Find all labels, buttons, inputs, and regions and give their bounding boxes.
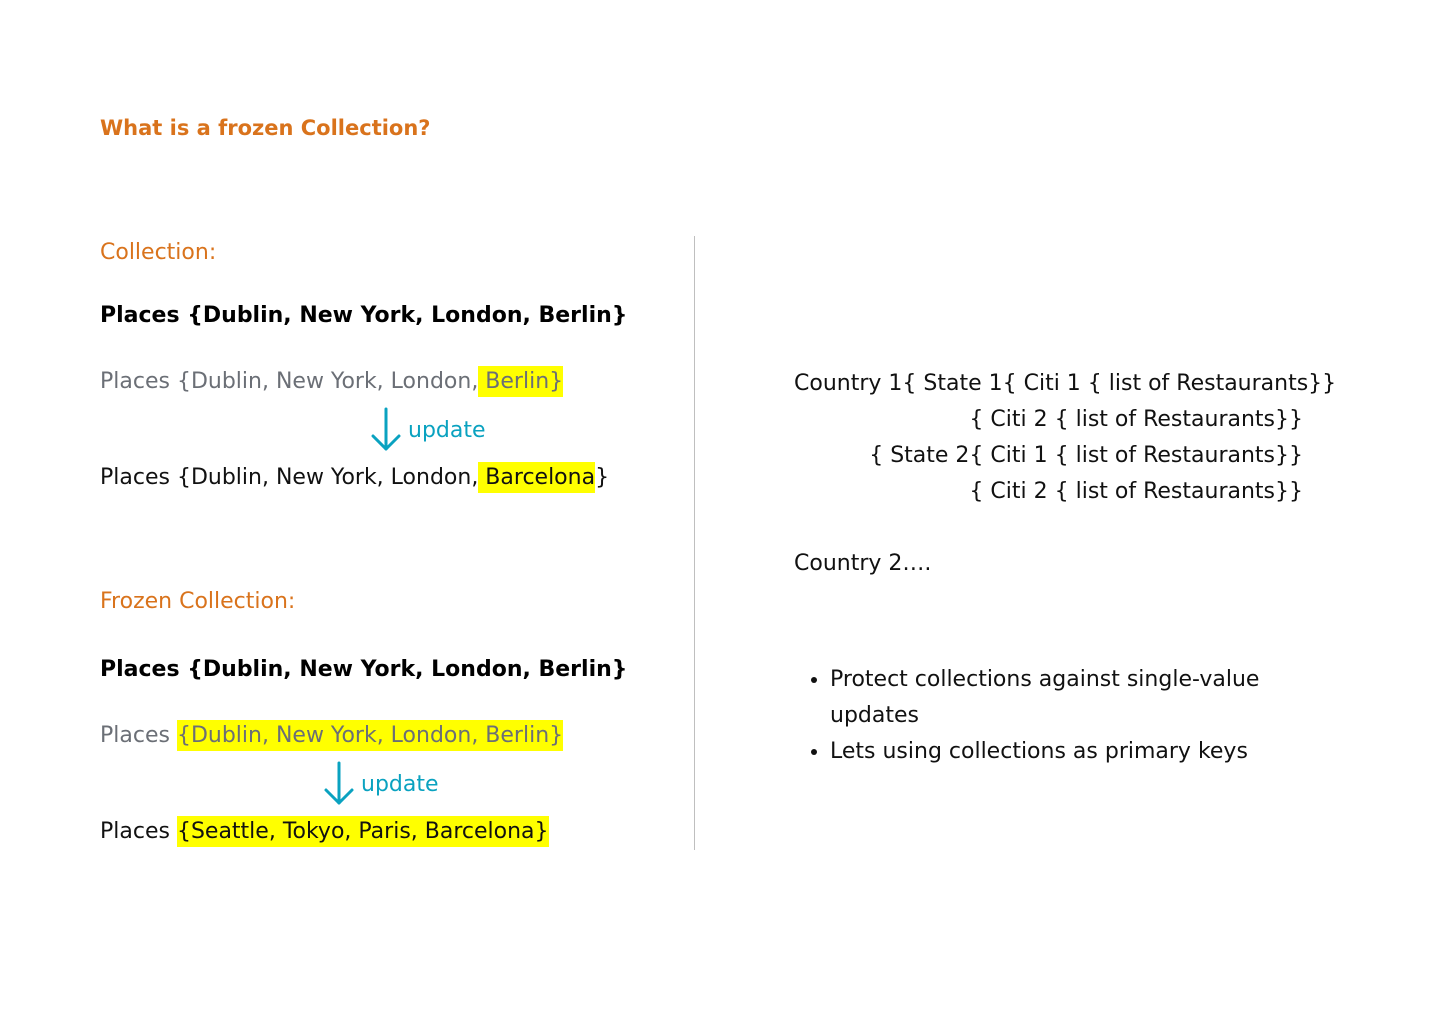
frozen-update (323, 760, 439, 808)
list-item: • Protect collections against single-value updates (830, 662, 1330, 734)
frozen-before (100, 720, 563, 752)
vertical-divider (694, 236, 695, 850)
collection-update (370, 406, 486, 454)
arrow-down-icon (323, 760, 355, 808)
frozen-before-highlight: {Dublin, New York, London, Berlin} (177, 720, 563, 751)
collection-before (100, 366, 563, 398)
tree-line-1: Country 1{ State 1{ Citi 1 { list of Restaurants}} (794, 371, 1337, 396)
frozen-after (100, 816, 549, 848)
collection-update-label: update (408, 417, 486, 443)
collection-before-highlight: Berlin} (478, 366, 563, 397)
frozen-heading: Frozen Collection: (100, 589, 296, 614)
collection-before-prefix: Places {Dublin, New York, London, (100, 369, 479, 394)
collection-original: Places {Dublin, New York, London, Berlin} (100, 303, 628, 328)
arrow-down-icon (370, 406, 402, 454)
page-title: What is a frozen Collection? (100, 116, 431, 140)
benefits-list (794, 662, 1330, 770)
frozen-after-highlight: {Seattle, Tokyo, Paris, Barcelona} (177, 816, 549, 847)
collection-after-prefix: Places {Dublin, New York, London, (100, 465, 479, 490)
tree-line-4: { Citi 2 { list of Restaurants}} (969, 479, 1303, 504)
frozen-original: Places {Dublin, New York, London, Berlin} (100, 657, 628, 682)
tree-country-2: Country 2…. (794, 551, 932, 576)
collection-after-suffix: } (595, 465, 610, 490)
collection-heading: Collection: (100, 240, 217, 265)
frozen-before-prefix: Places (100, 723, 177, 748)
list-item: • Lets using collections as primary keys (830, 734, 1330, 770)
frozen-after-prefix: Places (100, 819, 177, 844)
tree-line-3: { State 2{ Citi 1 { list of Restaurants}} (869, 443, 1303, 468)
collection-after-highlight: Barcelona (478, 462, 595, 493)
tree-line-2: { Citi 2 { list of Restaurants}} (969, 407, 1303, 432)
frozen-update-label: update (361, 771, 439, 797)
collection-after (100, 462, 609, 494)
